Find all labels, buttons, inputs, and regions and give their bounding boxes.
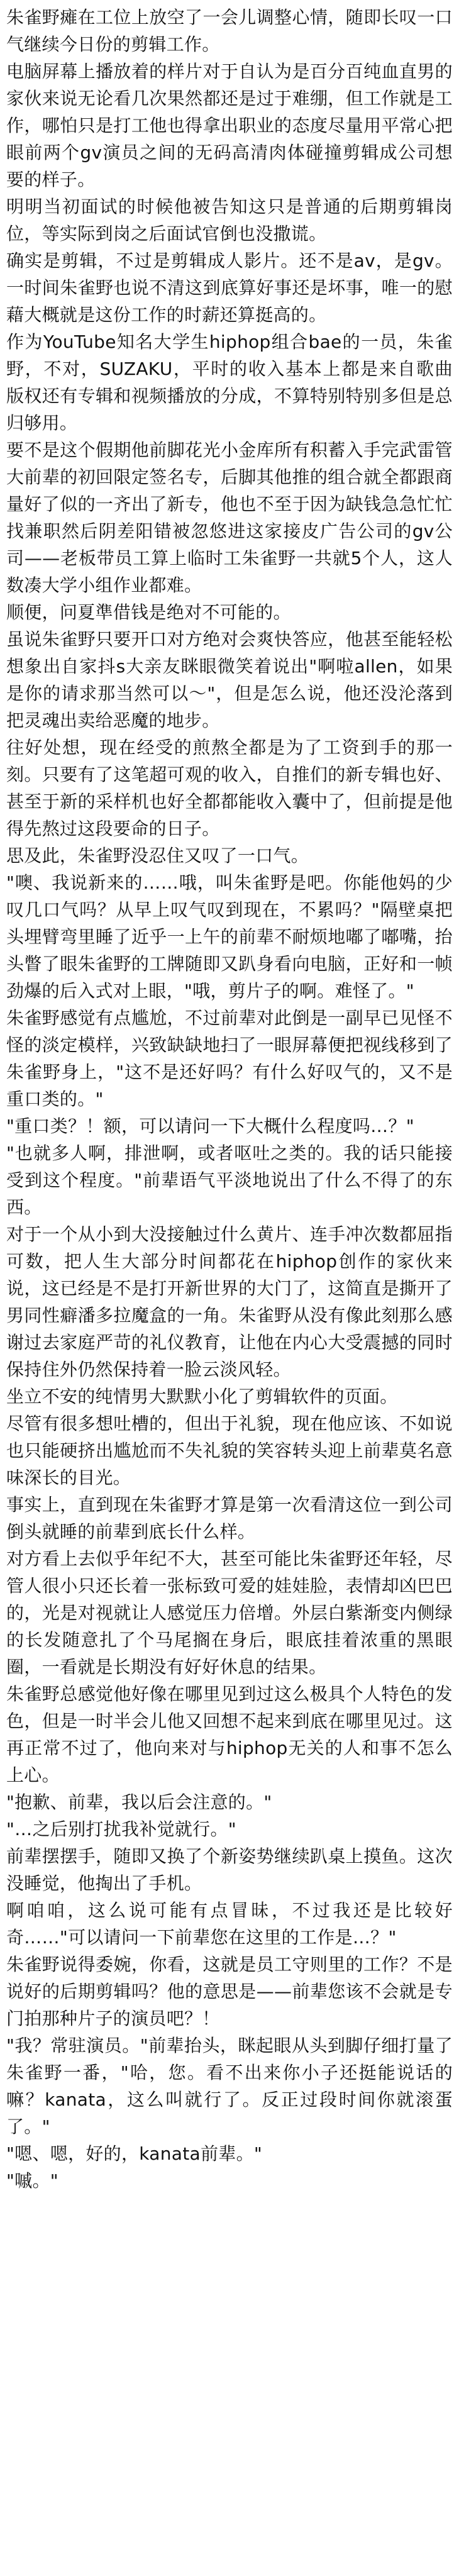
paragraph: 虽说朱雀野只要开口对方绝对会爽快答应，他甚至能轻松想象出自家抖s大亲友眯眼微笑着说出"啊啦allen，如果是你的请求那当然可以～"，但是怎么说，他还没沦落到把灵魂出卖给恶魔的地步。 — [6, 629, 453, 731]
paragraph: 尽管有很多想吐槽的，但出于礼貌，现在他应该、不如说也只能硬挤出尴尬而不失礼貌的笑容转头迎上前辈莫名意味深长的目光。 — [6, 1413, 453, 1488]
paragraph: 确实是剪辑，不过是剪辑成人影片。还不是av，是gv。一时间朱雀野也说不清这到底算好事还是坏事，唯一的慰藉大概就是这份工作的时薪还算挺高的。 — [6, 250, 453, 325]
paragraph: 前辈摆摆手，随即又换了个新姿势继续趴桌上摸鱼。这次没睡觉，他掏出了手机。 — [6, 1846, 453, 1894]
article-body — [6, 4, 453, 2194]
paragraph: "重口类？！额，可以请问一下大概什么程度吗…？" — [6, 1116, 414, 1136]
paragraph: 思及此，朱雀野没忍住又叹了一口气。 — [6, 845, 309, 866]
paragraph: "嘁。" — [6, 2170, 58, 2191]
paragraph: 坐立不安的纯情男大默默小化了剪辑软件的页面。 — [6, 1386, 398, 1407]
paragraph: "噢、我说新来的……哦，叫朱雀野是吧。你能他妈的少叹几口气吗？从早上叹气叹到现在，不累吗？"隔壁桌把头埋臂弯里睡了近乎一上午的前辈不耐烦地嘟了嘟嘴，抬头瞥了眼朱雀野的工牌随即又趴身看向电脑，正好和一帧劲爆的后入式对上眼，"哦，剪片子的啊。难怪了。" — [6, 872, 453, 1001]
paragraph: 朱雀野感觉有点尴尬，不过前辈对此倒是一副早已见怪不怪的淡定模样，兴致缺缺地扫了一眼屏幕便把视线移到了朱雀野身上，"这不是还好吗？有什么好叹气的，又不是重口类的。" — [6, 1008, 453, 1109]
paragraph: "…之后别打扰我补觉就行。" — [6, 1819, 236, 1840]
paragraph: "也就多人啊，排泄啊，或者呕吐之类的。我的话只能接受到这个程度。"前辈语气平淡地说出了什么不得了的东西。 — [6, 1143, 453, 1218]
paragraph: 朱雀野总感觉他好像在哪里见到过这么极具个人特色的发色，但是一时半会儿他又回想不起来到底在哪里见过。这再正常不过了，他向来对与hiphop无关的人和事不怎么上心。 — [6, 1684, 453, 1785]
paragraph: "嗯、嗯，好的，kanata前辈。" — [6, 2143, 263, 2164]
paragraph: "我？常驻演员。"前辈抬头，眯起眼从头到脚仔细打量了朱雀野一番，"哈，您。看不出来你小子还挺能说话的嘛？kanata，这么叫就行了。反正过段时间你就滚蛋了。" — [6, 2035, 453, 2137]
paragraph: 事实上，直到现在朱雀野才算是第一次看清这位一到公司倒头就睡的前辈到底长什么样。 — [6, 1494, 453, 1542]
paragraph: 对方看上去似乎年纪不大，甚至可能比朱雀野还年轻，尽管人很小只还长着一张标致可爱的娃娃脸，表情却凶巴巴的，光是对视就让人感觉压力倍增。外层白紫渐变内侧绿的长发随意扎了个马尾搁在身后，眼底挂着浓重的黑眼圈，一看就是长期没有好好休息的结果。 — [6, 1548, 453, 1677]
paragraph: 要不是这个假期他前脚花光小金库所有积蓄入手完武雷管大前辈的初回限定签名专，后脚其他推的组合就全都跟商量好了似的一齐出了新专，他也不至于因为缺钱急急忙忙找兼职然后阴差阳错被忽悠进这家接皮广告公司的gv公司——老板带员工算上临时工朱雀野一共就5个人，这人数凑大学小组作业都难。 — [6, 440, 453, 596]
paragraph: 明明当初面试的时候他被告知这只是普通的后期剪辑岗位，等实际到岗之后面试官倒也没撒谎。 — [6, 196, 453, 244]
paragraph: 对于一个从小到大没接触过什么黄片、连手冲次数都屈指可数，把人生大部分时间都花在hiphop创作的家伙来说，这已经是不是打开新世界的大门了，这简直是撕开了男同性癖潘多拉魔盒的一角。朱雀野从没有像此刻那么感谢过去家庭严苛的礼仪教育，让他在内心大受震撼的同时保持住外仍然保持着一脸云淡风轻。 — [6, 1224, 453, 1380]
paragraph: 朱雀野说得委婉，你看，这就是员工守则里的工作？不是说好的后期剪辑吗？他的意思是——前辈您该不会就是专门拍那种片子的演员吧？！ — [6, 1954, 453, 2029]
paragraph: 顺便，问夏準借钱是绝对不可能的。 — [6, 602, 291, 623]
paragraph: 电脑屏幕上播放着的样片对于自认为是百分百纯血直男的家伙来说无论看几次果然都还是过于难绷，但工作就是工作，哪怕只是打工他也得拿出职业的态度尽量用平常心把眼前两个gv演员之间的无码高清肉体碰撞剪辑成公司想要的样子。 — [6, 61, 453, 190]
paragraph: 往好处想，现在经受的煎熬全都是为了工资到手的那一刻。只要有了这笔超可观的收入，自推们的新专辑也好、甚至于新的采样机也好全都都能收入囊中了，但前提是他得先熬过这段要命的日子。 — [6, 737, 453, 839]
paragraph: 朱雀野瘫在工位上放空了一会儿调整心情，随即长叹一口气继续今日份的剪辑工作。 — [6, 7, 453, 55]
paragraph: "抱歉、前辈，我以后会注意的。" — [6, 1792, 272, 1813]
paragraph: 啊咱咱，这么说可能有点冒昧，不过我还是比较好奇……"可以请问一下前辈您在这里的工作是…？" — [6, 1900, 453, 1948]
paragraph: 作为YouTube知名大学生hiphop组合bae的一员，朱雀野，不对，SUZAKU，平时的收入基本上都是来自歌曲版权还有专辑和视频播放的分成，不算特别特别多但是总归够用。 — [6, 331, 453, 433]
